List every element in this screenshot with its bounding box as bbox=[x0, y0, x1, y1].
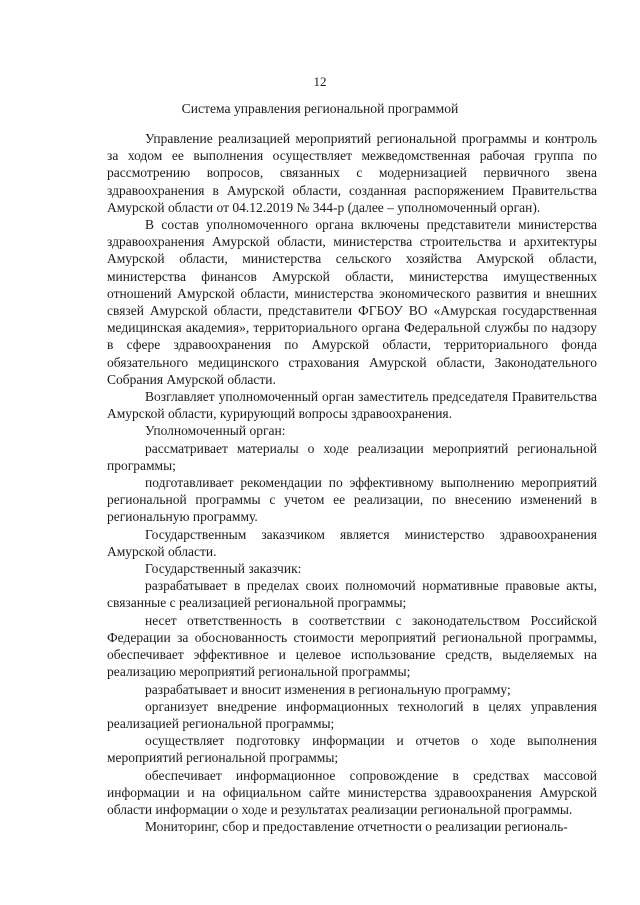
paragraph-authorized-body-composition: В состав уполномоченного органа включены представители министерства здравоохранения Амурской области, министерства строительства и архитектуры Амурской области, министерства сельского хозяйства Амурской области, министерства финансов Амурской области, министерства имущественных отношений Амурской области, министерства экономического развития и внешних связей Амурской области, представители ФГБОУ ВО «Амурская государственная медицинская академия», территориального органа Федеральной службы по надзору в сфере здравоохранения по Амурской области, территориального фонда обязательного медицинского страхования Амурской области, Законодательного Собрания Амурской области. bbox=[107, 217, 597, 387]
paragraph-state-customer-duty-5: осуществляет подготовку информации и отчетов о ходе выполнения мероприятий региональной программы; bbox=[107, 733, 597, 766]
paragraph-management-overview: Управление реализацией мероприятий региональной программы и контроль за ходом ее выполнения осуществляет межведомственная рабочая группа по рассмотрению вопросов, связанных с модернизацией первичного звена здравоохранения в Амурской области, созданная распоряжением Правительства Амурской области от 04.12.2019 № 344-р (далее – уполномоченный орган). bbox=[107, 131, 597, 215]
paragraph-authorized-body-duty-2: подготавливает рекомендации по эффективному выполнению мероприятий региональной программы с учетом ее реализации, по внесению изменений в региональную программу. bbox=[107, 475, 597, 525]
paragraph-state-customer-duty-1: разрабатывает в пределах своих полномочий нормативные правовые акты, связанные с реализацией региональной программы; bbox=[107, 578, 597, 611]
paragraph-authorized-body-duty-1: рассматривает материалы о ходе реализации мероприятий региональной программы; bbox=[107, 440, 597, 473]
paragraph-state-customer-duty-2: несет ответственность в соответствии с законодательством Российской Федерации за обоснованность стоимости мероприятий региональной программы, обеспечивает эффективное и целевое использование средств, выделяемых на реализацию мероприятий региональной программы; bbox=[107, 612, 597, 680]
paragraph-state-customer-definition: Государственным заказчиком является министерство здравоохранения Амурской области. bbox=[107, 526, 597, 559]
paragraph-authorized-body-heading: Уполномоченный орган: bbox=[145, 423, 286, 439]
page-number: 12 bbox=[313, 74, 327, 89]
paragraph-state-customer-heading: Государственный заказчик: bbox=[145, 561, 302, 577]
paragraph-monitoring: Мониторинг, сбор и предоставление отчетности о реализации региональ- bbox=[145, 819, 568, 835]
paragraph-authorized-body-head: Возглавляет уполномоченный орган заместитель председателя Правительства Амурской области, курирующий вопросы здравоохранения. bbox=[107, 389, 597, 422]
paragraph-state-customer-duty-3: разрабатывает и вносит изменения в региональную программу; bbox=[145, 681, 511, 697]
paragraph-state-customer-duty-6: обеспечивает информационное сопровождение в средствах массовой информации и на официальном сайте министерства здравоохранения Амурской области информации о ходе и результатах реализации региональной программы. bbox=[107, 767, 597, 817]
section-title: Система управления региональной программой bbox=[181, 101, 459, 116]
body-text bbox=[107, 130, 597, 835]
paragraph-state-customer-duty-4: организует внедрение информационных технологий в целях управления реализацией региональной программы; bbox=[107, 698, 597, 731]
